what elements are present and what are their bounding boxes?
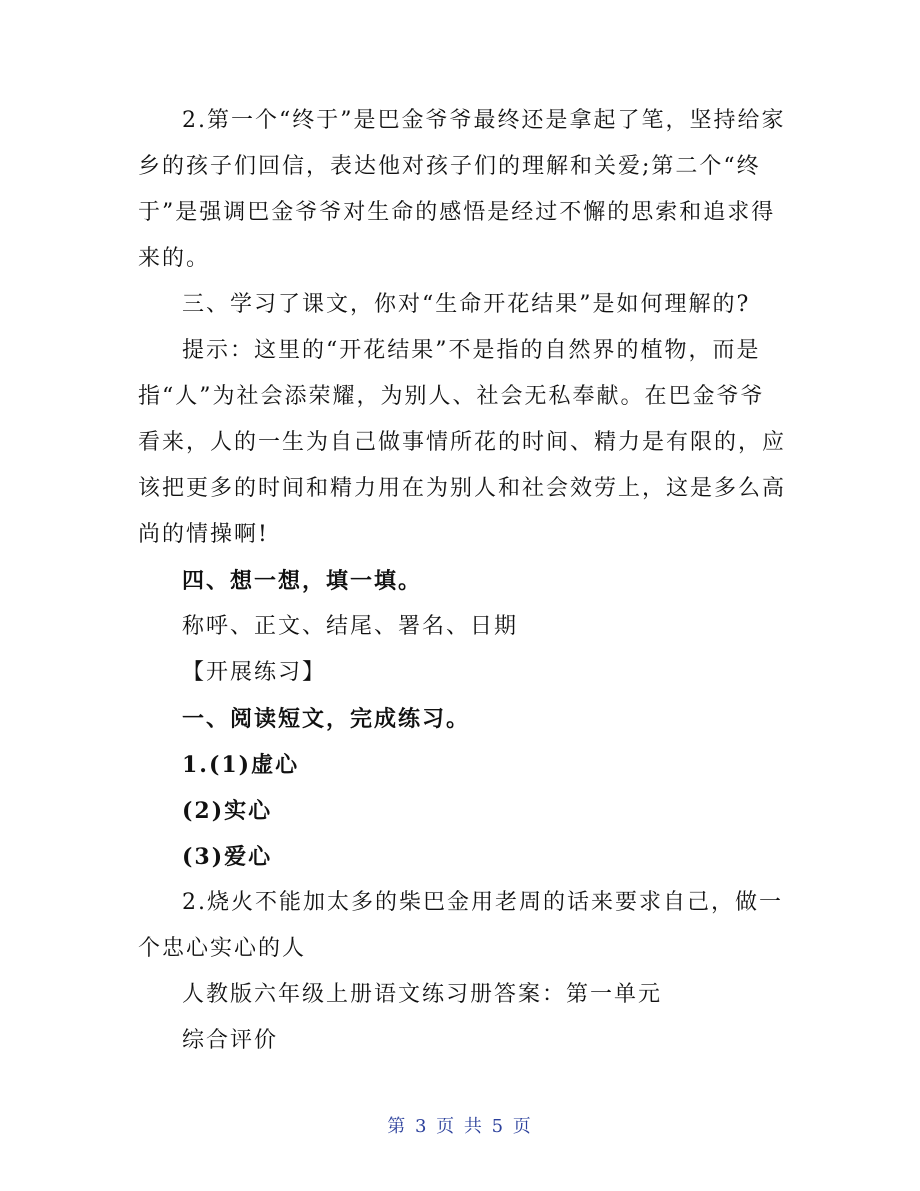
paragraph-unit-title: 人教版六年级上册语文练习册答案：第一单元 — [182, 982, 663, 1007]
answer-1-1: 1.(1)虚心 — [182, 752, 300, 778]
answer-1-2: (2)实心 — [182, 798, 273, 824]
paragraph-hint: 提示：这里的“开花结果”不是指的自然界的植物，而是指“人”为社会添荣耀，为别人、社会无私奉献。在巴金爷爷看来，人的一生为自己做事情所花的时间、精力是有限的，应该把更多的时间和精力用在为别人和社会效劳上，这是多么高尚的情操啊! — [138, 338, 787, 547]
heading-reading: 一、阅读短文，完成练习。 — [182, 706, 471, 732]
answer-2: 2.烧火不能加太多的柴巴金用老周的话来要求自己，做一个忠心实心的人 — [138, 890, 783, 961]
heading-practice: 【开展练习】 — [182, 660, 327, 685]
answer-1-3: (3)爱心 — [182, 844, 273, 870]
paragraph-question-3: 三、学习了课文，你对“生命开花结果”是如何理解的? — [182, 292, 751, 317]
paragraph-letter-parts: 称呼、正文、结尾、署名、日期 — [182, 614, 519, 639]
page-number-footer: 第 3 页 共 5 页 — [387, 1116, 533, 1137]
heading-section-4: 四、想一想，填一填。 — [182, 568, 423, 594]
paragraph-answer-2: 2.第一个“终于”是巴金爷爷最终还是拿起了笔，坚持给家乡的孩子们回信，表达他对孩子们的理解和关爱;第二个“终于”是强调巴金爷爷对生命的感悟是经过不懈的思索和追求得来的。 — [138, 108, 786, 271]
paragraph-evaluation: 综合评价 — [182, 1028, 279, 1053]
document-body — [138, 98, 788, 1064]
